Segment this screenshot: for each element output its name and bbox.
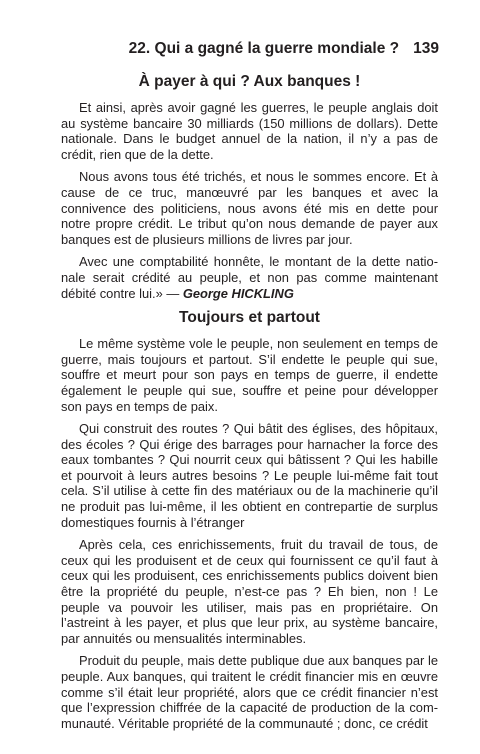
quote-closing-paragraph [61, 254, 438, 301]
quote-author: George HICKLING [182, 285, 294, 301]
page-number: 139 [413, 40, 439, 57]
section-heading: Toujours et partout [179, 309, 320, 327]
paragraph: Le même système vole le peuple, non seulement en temps de guerre, mais toujours et partout. S’il endette le peuple qui sue, souffre et meurt pour son pays en temps de guerre, il endette également le peuple qui sue, souffre et peine pour développer son pays en temps de paix. [61, 336, 438, 414]
chapter-title: 22. Qui a gagné la guerre mondiale ? [128, 40, 400, 57]
paragraph: Produit du peuple, mais dette publique due aux banques par le peuple. Aux banques, qui traitent le crédit financier mis en œuvre comme s’il était leur propriété, alors que ce crédit financier n’est que l’expression chiffrée de la capacité de production de la communauté. Véritable propriété de la communauté ; donc, ce crédit [61, 653, 438, 731]
paragraph: Qui construit des routes ? Qui bâtit des églises, des hôpitaux, des écoles ? Qui érige des barrages pour harnacher la force des eaux tombantes ? Qui nourrit ceux qui bâtissent ? Qui les habille et pourvoit à leurs autres besoins ? Le peuple lui-même fait tout cela. S’il utilise à cette fin des matériaux ou de la machinerie qu’il ne produit pas lui-même, il les obtient en contrepartie de surplus domestiques fournis à l’étranger [61, 421, 438, 530]
quote-closing-text: Avec une comptabilité honnête, le montant de la dette nationale serait crédité au peuple, et non pas comme maintenant débité contre lui.» — [61, 254, 438, 301]
paragraph: Et ainsi, après avoir gagné les guerres, le peuple anglais doit au système bancaire 30 milliards (150 millions de dollars). Dette nationale. Dans le budget annuel de la nation, il n’y a pas de crédit, rien que de la dette. [61, 100, 438, 162]
paragraph: Nous avons tous été trichés, et nous le sommes encore. Et à cause de ce truc, manœuvré par les banques et avec la connivence des politiciens, nous avons été mis en dette pour notre propre crédit. Le tribut qu’on nous demande de payer aux banques est de plusieurs millions de livres par jour. [61, 169, 438, 247]
book-page [61, 40, 438, 738]
running-head [61, 40, 439, 66]
section-heading: À payer à qui ? Aux banques ! [138, 73, 361, 90]
paragraph: Après cela, ces enrichissements, fruit du travail de tous, de ceux qui les produisent et de ceux qui fournissent ce qu’il faut à ceux qui les produisent, ces enrichissements publics doivent bien être la propriété du peuple, n’est-ce pas ? Eh bien, non ! Le peuple va pouvoir les utiliser, mais pas en propriétaire. On l’astreint à les payer, et plus que leur prix, au système bancaire, par annuités ou mensualités interminables. [61, 537, 438, 646]
